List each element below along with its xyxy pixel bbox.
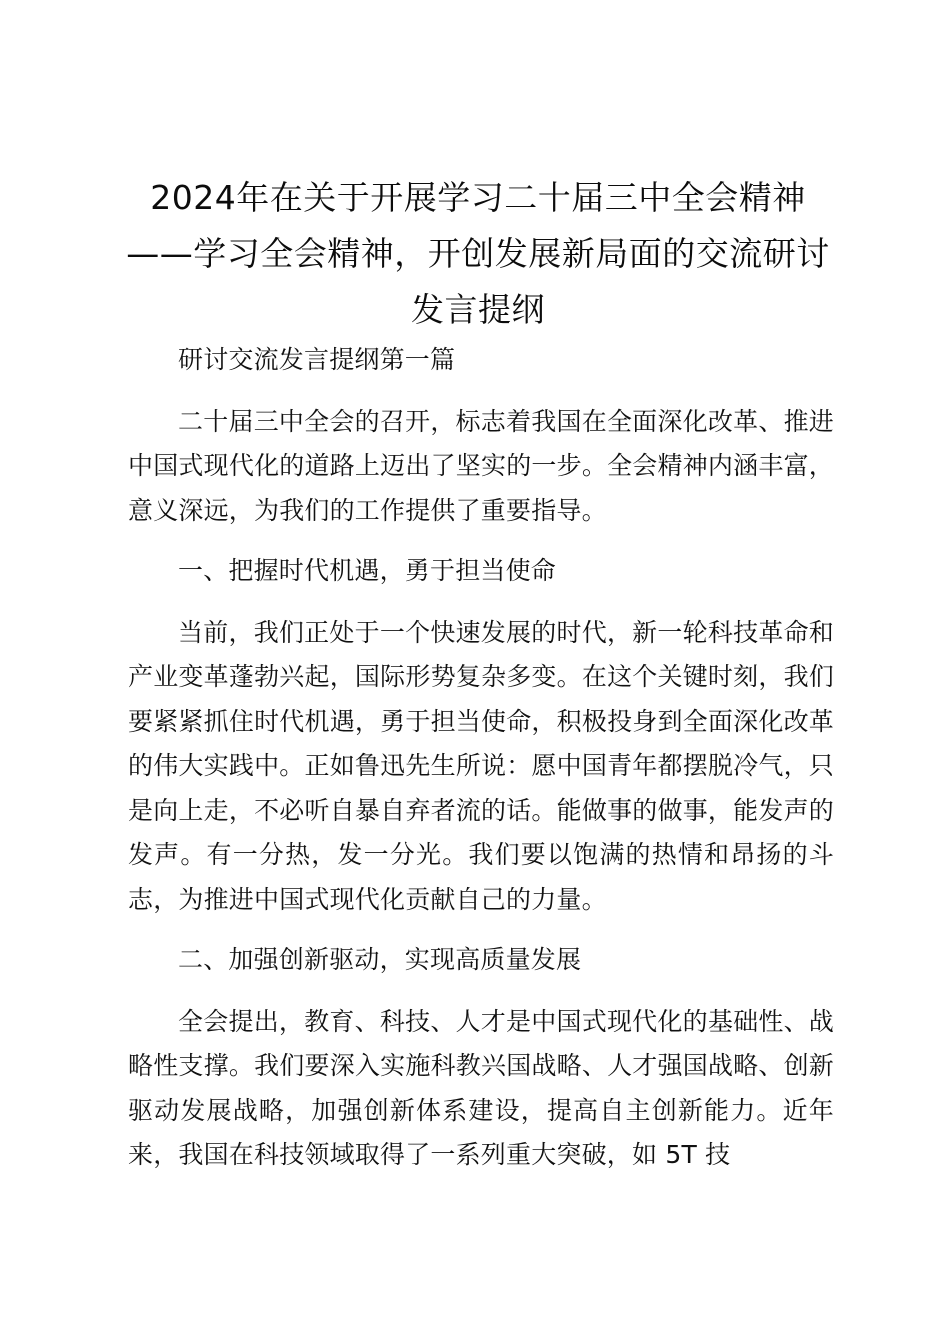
section-heading-2: 二、加强创新驱动，实现高质量发展	[178, 945, 582, 974]
document-subtitle: 研讨交流发言提纲第一篇	[178, 345, 456, 374]
section-body-2: 全会提出，教育、科技、人才是中国式现代化的基础性、战略性支撑。我们要深入实施科教兴国战略、人才强国战略、创新驱动发展战略，加强创新体系建设，提高自主创新能力。近年来，我国在科技领域取得了一系列重大突破，如 5T 技	[128, 1006, 834, 1169]
intro-paragraph: 二十届三中全会的召开，标志着我国在全面深化改革、推进中国式现代化的道路上迈出了坚实的一步。全会精神内涵丰富，意义深远，为我们的工作提供了重要指导。	[128, 406, 834, 525]
section-body-1: 当前，我们正处于一个快速发展的时代，新一轮科技革命和产业变革蓬勃兴起，国际形势复杂多变。在这个关键时刻，我们要紧紧抓住时代机遇，勇于担当使命，积极投身到全面深化改革的伟大实践中。正如鲁迅先生所说：愿中国青年都摆脱冷气，只是向上走，不必听自暴自弃者流的话。能做事的做事，能发声的发声。有一分热，发一分光。我们要以饱满的热情和昂扬的斗志，为推进中国式现代化贡献自己的力量。	[128, 617, 834, 914]
document-body	[128, 338, 834, 1194]
document-title: 2024年在关于开展学习二十届三中全会精神——学习全会精神，开创发展新局面的交流研讨发言提纲	[126, 178, 830, 329]
section-heading-1: 一、把握时代机遇，勇于担当使命	[178, 556, 557, 585]
